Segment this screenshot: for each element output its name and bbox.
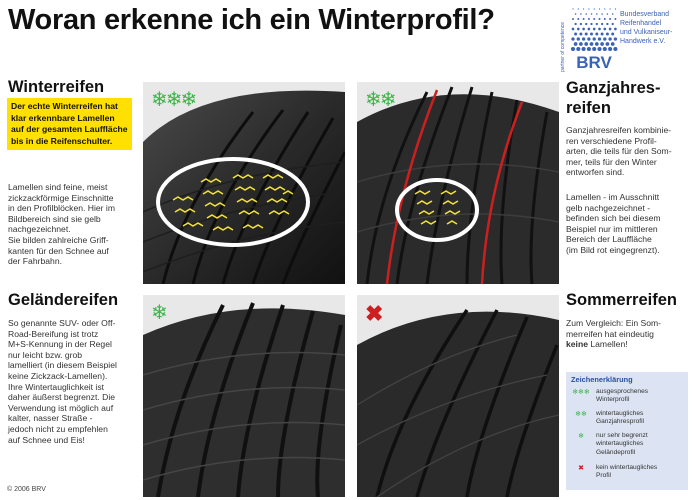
logo-dot xyxy=(614,28,617,31)
logo-dot xyxy=(574,23,576,25)
brv-logo xyxy=(560,6,690,76)
logo-dot xyxy=(615,8,616,9)
logo-dot xyxy=(578,8,579,9)
logo-dot xyxy=(580,23,582,25)
logo-dot xyxy=(614,37,617,40)
winter-heading: Winterreifen xyxy=(8,78,105,96)
logo-dot xyxy=(610,8,611,9)
logo-org-name: Bundesverband Reifenhandel und Vulkaniseur- Handwerk e.V. xyxy=(620,11,673,45)
logo-dot xyxy=(590,42,594,46)
logo-dot xyxy=(585,33,588,36)
allseason-rating-icon: ❄❄ xyxy=(365,89,395,111)
logo-dot xyxy=(588,28,591,31)
logo-dot xyxy=(593,18,595,20)
logo-dot xyxy=(606,42,610,46)
logo-dot xyxy=(574,42,578,46)
logo-dot xyxy=(596,13,598,15)
logo-dot xyxy=(614,18,616,20)
logo-dot xyxy=(593,28,596,31)
winter-body: Lamellen sind feine, meist zickzackförmige Einschnitte in den Profilblöcken. Hier im Bildbereich sind sie gelb nachgezeichnet. Sie bilden zahlreiche Griff- kanten für den Schnee auf der Fahrbahn. xyxy=(8,182,115,267)
logo-dot xyxy=(580,13,582,15)
logo-mark-icon xyxy=(570,6,618,72)
logo-dot xyxy=(611,42,615,46)
legend-symbol: ❄ xyxy=(578,433,584,440)
logo-dot xyxy=(595,33,598,36)
logo-dot xyxy=(600,42,604,46)
logo-dot xyxy=(587,37,590,40)
winter-highlight-box: Der echte Winterreifen hat klar erkennbare Lamellen auf der gesamten Lauffläche bis in die Reifenschulter. xyxy=(7,98,132,150)
logo-dot xyxy=(592,47,596,51)
logo-dot xyxy=(575,13,577,15)
logo-dot xyxy=(579,42,583,46)
offroad-rating-icon: ❄ xyxy=(151,302,166,324)
logo-acronym: BRV xyxy=(576,53,612,72)
logo-dot xyxy=(609,28,612,31)
logo-dot xyxy=(603,37,606,40)
legend-box: Zeichenerklärung ❄❄❄ ausgesprochenes Winterprofil ❄❄ wintertaugliches Ganzjahresprofil ❄ nur sehr begrenzt wintertaugliches Geländeprofil ✖ kein wintertaugliches Profil xyxy=(566,372,688,490)
legend-symbol: ❄❄❄ xyxy=(572,389,590,396)
logo-dot xyxy=(613,47,617,51)
logo-dot xyxy=(596,23,598,25)
logo-dot xyxy=(606,23,608,25)
logo-dot xyxy=(612,23,614,25)
logo-dot xyxy=(571,37,574,40)
logo-dot xyxy=(591,13,593,15)
logo-dot xyxy=(593,37,596,40)
logo-dot xyxy=(572,28,575,31)
page-title: Woran erkenne ich ein Winterprofil? xyxy=(8,4,495,36)
logo-dot xyxy=(599,8,600,9)
logo-dot xyxy=(609,18,611,20)
summer-body-bold: keine xyxy=(566,339,588,350)
logo-dot xyxy=(590,23,592,25)
logo-dot xyxy=(607,13,609,15)
legend-title: Zeichenerklärung xyxy=(571,375,633,384)
summer-tire-photo xyxy=(357,295,559,497)
logo-dot xyxy=(588,18,590,20)
logo-dot xyxy=(582,47,586,51)
logo-dot xyxy=(583,18,585,20)
allseason-heading: Ganzjahres- reifen xyxy=(566,79,661,117)
logo-dot xyxy=(608,37,611,40)
logo-dot xyxy=(597,47,601,51)
logo-dot xyxy=(601,23,603,25)
legend-symbol: ✖ xyxy=(578,465,584,472)
logo-dot xyxy=(588,8,589,9)
logo-dot xyxy=(583,8,584,9)
logo-dot xyxy=(577,28,580,31)
logo-dot xyxy=(576,47,580,51)
logo-dot xyxy=(582,28,585,31)
offroad-tire-photo xyxy=(143,295,345,497)
summer-body: Zum Vergleich: Ein Som- merreifen hat eindeutig keine Lamellen! xyxy=(566,318,662,350)
logo-dot xyxy=(604,8,605,9)
winter-tire-photo xyxy=(143,82,345,284)
logo-dot xyxy=(590,33,593,36)
logo-dot xyxy=(577,18,579,20)
logo-dot xyxy=(571,47,575,51)
logo-dot xyxy=(584,42,588,46)
logo-dot xyxy=(577,37,580,40)
logo-dot xyxy=(587,47,591,51)
logo-dot xyxy=(594,8,595,9)
copyright: © 2006 BRV xyxy=(7,486,46,493)
logo-dot xyxy=(603,47,607,51)
summer-heading: Sommerreifen xyxy=(566,291,677,309)
logo-dot xyxy=(582,37,585,40)
logo-dot xyxy=(595,42,599,46)
logo-dot xyxy=(612,13,614,15)
summer-rating-icon: ✖ xyxy=(365,301,384,326)
logo-dot xyxy=(585,13,587,15)
logo-dot xyxy=(601,13,603,15)
logo-dot xyxy=(572,8,573,9)
logo-dot xyxy=(601,33,604,36)
logo-dot xyxy=(608,47,612,51)
logo-vertical-text: partner of competence xyxy=(560,21,566,72)
logo-dot xyxy=(574,33,577,36)
winter-rating-icon: ❄❄❄ xyxy=(151,89,196,111)
logo-dot xyxy=(604,18,606,20)
logo-dot xyxy=(579,33,582,36)
allseason-body-2: Lamellen - im Ausschnitt gelb nachgezeichnet - befinden sich bei diesem Beispiel nur im mittleren Bereich der Lauffläche (im Bild rot eingegrenzt). xyxy=(566,192,661,255)
offroad-heading: Geländereifen xyxy=(8,291,119,309)
logo-dot xyxy=(598,28,601,31)
legend-symbol: ❄❄ xyxy=(575,411,587,418)
logo-dot xyxy=(585,23,587,25)
logo-dot xyxy=(606,33,609,36)
logo-dot xyxy=(603,28,606,31)
logo-dot xyxy=(572,18,574,20)
allseason-body-1: Ganzjahresreifen kombinie- ren verschiedene Profil- arten, die teils für den Som- mer, teils für den Winter entworfen sind. xyxy=(566,125,672,178)
offroad-body: So genannte SUV- oder Off- Road-Bereifung ist trotz M+S-Kennung in der Regel nur leicht bzw. grob lamelliert (in diesem Beispiel keine Zickzack-Lamellen). Ihre Wintertauglichkeit ist daher äußerst begrenzt. Die Verwendung ist möglich auf kalter, nasser Straße - jedoch nicht zu empfehlen auf Schnee und Eis! xyxy=(8,318,117,445)
allseason-tire-photo xyxy=(357,82,559,284)
logo-dot xyxy=(611,33,614,36)
logo-dot xyxy=(599,18,601,20)
logo-dot xyxy=(598,37,601,40)
